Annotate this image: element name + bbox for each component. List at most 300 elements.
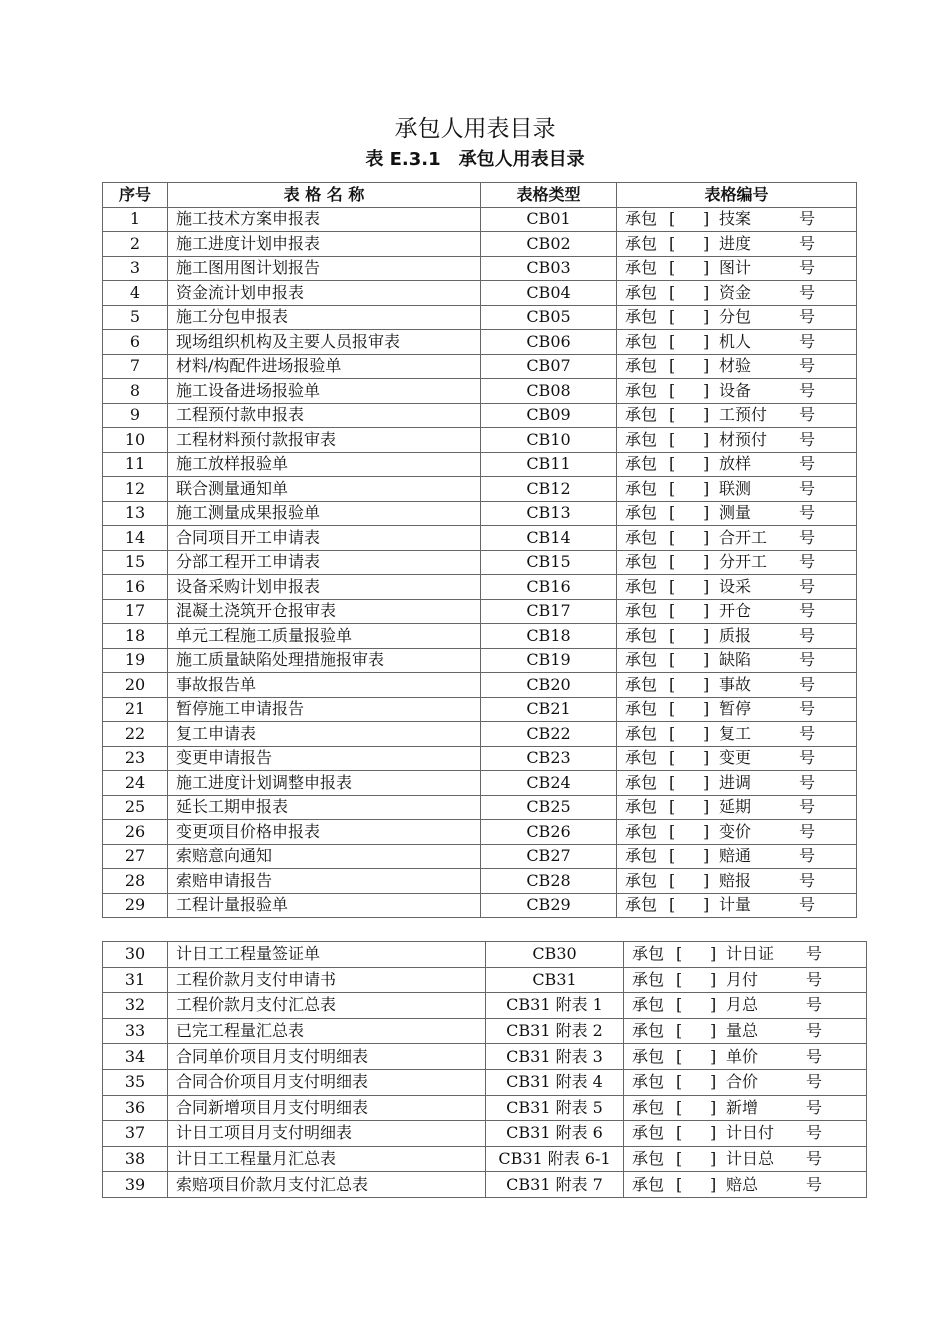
code-abbreviation: 单价: [726, 1046, 759, 1066]
bracket-open: [: [669, 209, 676, 229]
code-prefix: 承包: [632, 944, 665, 964]
code-suffix: 号: [799, 797, 816, 817]
code-abbreviation: 计日证: [726, 944, 775, 964]
row-serial: 22: [103, 722, 168, 747]
row-form-code: [617, 673, 857, 698]
table-row: [103, 697, 857, 722]
row-form-name: 施工技术方案申报表: [168, 207, 481, 232]
code-prefix: 承包: [632, 969, 665, 989]
row-serial: 14: [103, 526, 168, 551]
bracket-open: [: [669, 895, 676, 915]
code-suffix: 号: [799, 699, 816, 719]
code-abbreviation: 计量: [719, 895, 752, 915]
row-form-code: [624, 1069, 867, 1095]
bracket-close: ]: [710, 969, 717, 989]
row-form-type: CB31 附表 4: [486, 1069, 624, 1095]
row-serial: 20: [103, 673, 168, 698]
code-prefix: 承包: [632, 1174, 665, 1194]
code-prefix: 承包: [625, 797, 658, 817]
table-row: [103, 869, 857, 894]
code-suffix: 号: [799, 870, 816, 890]
code-suffix: 号: [799, 748, 816, 768]
table-row: [103, 1146, 867, 1172]
code-suffix: 号: [806, 1123, 823, 1143]
row-serial: 10: [103, 428, 168, 453]
code-abbreviation: 分开工: [719, 552, 768, 572]
bracket-open: [: [676, 944, 683, 964]
bracket-close: ]: [710, 1046, 717, 1066]
bracket-close: ]: [703, 503, 710, 523]
row-form-name: 工程计量报验单: [168, 893, 481, 918]
row-form-type: CB06: [481, 330, 617, 355]
bracket-open: [: [669, 503, 676, 523]
row-form-code: [617, 624, 857, 649]
row-serial: 23: [103, 746, 168, 771]
code-suffix: 号: [799, 478, 816, 498]
row-form-code: [624, 942, 867, 968]
row-serial: 8: [103, 379, 168, 404]
code-prefix: 承包: [625, 772, 658, 792]
row-form-name: 计日工工程量签证单: [168, 942, 486, 968]
row-form-type: CB25: [481, 795, 617, 820]
row-form-type: CB19: [481, 648, 617, 673]
bracket-open: [: [669, 454, 676, 474]
table-row: [103, 673, 857, 698]
bracket-open: [: [669, 356, 676, 376]
table-row: [103, 624, 857, 649]
row-form-code: [624, 1044, 867, 1070]
row-serial: 4: [103, 281, 168, 306]
bracket-open: [: [669, 258, 676, 278]
row-form-code: [617, 746, 857, 771]
row-form-type: CB02: [481, 232, 617, 257]
bracket-close: ]: [703, 307, 710, 327]
bracket-close: ]: [703, 576, 710, 596]
code-prefix: 承包: [625, 258, 658, 278]
code-abbreviation: 质报: [719, 625, 752, 645]
row-form-type: CB01: [481, 207, 617, 232]
code-prefix: 承包: [625, 601, 658, 621]
code-prefix: 承包: [625, 233, 658, 253]
code-abbreviation: 新增: [726, 1097, 759, 1117]
row-serial: 30: [103, 942, 168, 968]
row-form-type: CB31 附表 6: [486, 1121, 624, 1147]
code-prefix: 承包: [625, 380, 658, 400]
table-row: [103, 428, 857, 453]
bracket-open: [: [669, 650, 676, 670]
row-form-type: CB23: [481, 746, 617, 771]
row-form-code: [617, 697, 857, 722]
code-abbreviation: 合价: [726, 1072, 759, 1092]
bracket-close: ]: [703, 552, 710, 572]
row-form-name: 设备采购计划申报表: [168, 575, 481, 600]
code-abbreviation: 赔报: [719, 870, 752, 890]
row-form-code: [617, 722, 857, 747]
row-serial: 31: [103, 967, 168, 993]
bracket-close: ]: [703, 674, 710, 694]
code-abbreviation: 设采: [719, 576, 752, 596]
row-form-code: [617, 403, 857, 428]
bracket-open: [: [676, 1174, 683, 1194]
row-form-name: 施工进度计划调整申报表: [168, 771, 481, 796]
code-abbreviation: 放样: [719, 454, 752, 474]
row-form-code: [617, 795, 857, 820]
table-row: [103, 993, 867, 1019]
row-form-type: CB16: [481, 575, 617, 600]
row-form-type: CB04: [481, 281, 617, 306]
code-suffix: 号: [806, 1149, 823, 1169]
bracket-open: [: [669, 748, 676, 768]
table-row: [103, 550, 857, 575]
row-form-name: 施工放样报验单: [168, 452, 481, 477]
row-form-type: CB27: [481, 844, 617, 869]
row-form-type: CB31 附表 2: [486, 1018, 624, 1044]
row-serial: 9: [103, 403, 168, 428]
row-serial: 37: [103, 1121, 168, 1147]
code-abbreviation: 合开工: [719, 527, 768, 547]
row-form-name: 事故报告单: [168, 673, 481, 698]
code-abbreviation: 材预付: [719, 429, 768, 449]
bracket-close: ]: [703, 209, 710, 229]
code-prefix: 承包: [625, 405, 658, 425]
row-form-type: CB30: [486, 942, 624, 968]
bracket-open: [: [669, 821, 676, 841]
code-prefix: 承包: [625, 846, 658, 866]
code-prefix: 承包: [632, 1149, 665, 1169]
table-caption: 表 E.3.1 承包人用表目录: [365, 149, 585, 170]
row-serial: 33: [103, 1018, 168, 1044]
code-suffix: 号: [799, 429, 816, 449]
code-abbreviation: 月总: [726, 995, 759, 1015]
code-prefix: 承包: [625, 821, 658, 841]
table-row: [103, 1095, 867, 1121]
row-serial: 24: [103, 771, 168, 796]
code-abbreviation: 赔总: [726, 1174, 759, 1194]
form-catalog-table: [102, 182, 857, 918]
code-abbreviation: 测量: [719, 503, 752, 523]
code-prefix: 承包: [632, 1021, 665, 1041]
bracket-open: [: [669, 233, 676, 253]
row-form-name: 计日工项目月支付明细表: [168, 1121, 486, 1147]
bracket-close: ]: [703, 797, 710, 817]
code-abbreviation: 开仓: [719, 601, 752, 621]
code-suffix: 号: [806, 969, 823, 989]
row-form-code: [617, 820, 857, 845]
code-prefix: 承包: [625, 895, 658, 915]
row-form-code: [617, 256, 857, 281]
code-abbreviation: 事故: [719, 674, 752, 694]
bracket-close: ]: [710, 1097, 717, 1117]
code-abbreviation: 月付: [726, 969, 759, 989]
table-row: [103, 795, 857, 820]
row-form-name: 索赔申请报告: [168, 869, 481, 894]
bracket-close: ]: [703, 380, 710, 400]
table-row: [103, 893, 857, 918]
code-prefix: 承包: [625, 723, 658, 743]
row-form-type: CB15: [481, 550, 617, 575]
table-row: [103, 599, 857, 624]
table-row: [103, 256, 857, 281]
row-serial: 15: [103, 550, 168, 575]
row-form-name: 联合测量通知单: [168, 477, 481, 502]
header-form-code: 表格编号: [617, 183, 857, 208]
row-serial: 17: [103, 599, 168, 624]
row-form-type: CB14: [481, 526, 617, 551]
table-row: [103, 722, 857, 747]
bracket-close: ]: [703, 601, 710, 621]
row-serial: 32: [103, 993, 168, 1019]
code-prefix: 承包: [625, 454, 658, 474]
table-row: [103, 403, 857, 428]
row-form-type: CB29: [481, 893, 617, 918]
code-abbreviation: 变价: [719, 821, 752, 841]
code-suffix: 号: [806, 1174, 823, 1194]
table-row: [103, 207, 857, 232]
row-form-name: 索赔意向通知: [168, 844, 481, 869]
row-form-type: CB31: [486, 967, 624, 993]
row-form-code: [617, 281, 857, 306]
row-form-name: 延长工期申报表: [168, 795, 481, 820]
bracket-open: [: [669, 772, 676, 792]
row-form-code: [617, 771, 857, 796]
code-prefix: 承包: [625, 282, 658, 302]
code-suffix: 号: [799, 282, 816, 302]
bracket-close: ]: [703, 821, 710, 841]
row-form-name: 复工申请表: [168, 722, 481, 747]
row-form-type: CB31 附表 6-1: [486, 1146, 624, 1172]
code-suffix: 号: [799, 674, 816, 694]
code-abbreviation: 延期: [719, 797, 752, 817]
row-form-code: [624, 1121, 867, 1147]
code-abbreviation: 赔通: [719, 846, 752, 866]
row-form-code: [624, 1172, 867, 1198]
row-serial: 36: [103, 1095, 168, 1121]
bracket-open: [: [669, 699, 676, 719]
code-abbreviation: 设备: [719, 380, 752, 400]
row-form-name: 施工进度计划申报表: [168, 232, 481, 257]
row-form-name: 施工设备进场报验单: [168, 379, 481, 404]
code-suffix: 号: [799, 650, 816, 670]
row-form-name: 计日工工程量月汇总表: [168, 1146, 486, 1172]
row-serial: 1: [103, 207, 168, 232]
row-form-code: [617, 354, 857, 379]
code-abbreviation: 计日付: [726, 1123, 775, 1143]
row-form-name: 单元工程施工质量报验单: [168, 624, 481, 649]
bracket-close: ]: [703, 699, 710, 719]
row-form-name: 施工测量成果报验单: [168, 501, 481, 526]
row-form-code: [617, 869, 857, 894]
code-prefix: 承包: [625, 356, 658, 376]
header-form-name: 表 格 名 称: [168, 183, 481, 208]
bracket-close: ]: [703, 723, 710, 743]
code-abbreviation: 机人: [719, 331, 752, 351]
code-abbreviation: 进调: [719, 772, 752, 792]
code-prefix: 承包: [625, 576, 658, 596]
table-row: [103, 232, 857, 257]
bracket-close: ]: [710, 944, 717, 964]
table-row: [103, 330, 857, 355]
code-prefix: 承包: [632, 1072, 665, 1092]
bracket-open: [: [669, 870, 676, 890]
table-row: [103, 1121, 867, 1147]
code-suffix: 号: [799, 356, 816, 376]
row-form-code: [617, 501, 857, 526]
table-row: [103, 526, 857, 551]
table-row: [103, 501, 857, 526]
table-row: [103, 844, 857, 869]
row-form-type: CB31 附表 5: [486, 1095, 624, 1121]
code-suffix: 号: [799, 552, 816, 572]
row-form-code: [617, 207, 857, 232]
bracket-close: ]: [703, 527, 710, 547]
table-row: [103, 1018, 867, 1044]
bracket-open: [: [669, 723, 676, 743]
code-abbreviation: 技案: [719, 209, 752, 229]
row-form-code: [617, 330, 857, 355]
bracket-open: [: [676, 995, 683, 1015]
row-serial: 29: [103, 893, 168, 918]
bracket-close: ]: [703, 846, 710, 866]
bracket-close: ]: [703, 356, 710, 376]
code-prefix: 承包: [632, 1046, 665, 1066]
code-prefix: 承包: [625, 552, 658, 572]
row-serial: 19: [103, 648, 168, 673]
bracket-close: ]: [710, 1021, 717, 1041]
bracket-close: ]: [703, 772, 710, 792]
bracket-close: ]: [703, 870, 710, 890]
row-form-name: 暂停施工申请报告: [168, 697, 481, 722]
row-form-code: [617, 575, 857, 600]
code-suffix: 号: [806, 995, 823, 1015]
bracket-close: ]: [703, 895, 710, 915]
row-form-name: 合同项目开工申请表: [168, 526, 481, 551]
row-serial: 34: [103, 1044, 168, 1070]
table-row: [103, 771, 857, 796]
row-form-type: CB12: [481, 477, 617, 502]
bracket-open: [: [669, 552, 676, 572]
bracket-open: [: [669, 282, 676, 302]
row-serial: 3: [103, 256, 168, 281]
code-prefix: 承包: [632, 1097, 665, 1117]
table-row: [103, 1044, 867, 1070]
row-form-name: 资金流计划申报表: [168, 281, 481, 306]
code-prefix: 承包: [625, 625, 658, 645]
code-prefix: 承包: [625, 748, 658, 768]
row-serial: 11: [103, 452, 168, 477]
form-catalog-table-continued: [102, 941, 867, 1198]
code-prefix: 承包: [625, 331, 658, 351]
bracket-open: [: [669, 576, 676, 596]
code-suffix: 号: [799, 895, 816, 915]
row-form-name: 变更项目价格申报表: [168, 820, 481, 845]
row-serial: 13: [103, 501, 168, 526]
row-serial: 12: [103, 477, 168, 502]
table-row: [103, 967, 867, 993]
row-serial: 6: [103, 330, 168, 355]
row-form-code: [617, 452, 857, 477]
code-suffix: 号: [799, 821, 816, 841]
code-prefix: 承包: [625, 209, 658, 229]
row-form-type: CB22: [481, 722, 617, 747]
table-row: [103, 820, 857, 845]
table-row: [103, 575, 857, 600]
row-form-code: [617, 844, 857, 869]
row-form-type: CB26: [481, 820, 617, 845]
row-form-code: [624, 967, 867, 993]
code-suffix: 号: [799, 405, 816, 425]
row-form-code: [624, 993, 867, 1019]
bracket-close: ]: [710, 1174, 717, 1194]
bracket-open: [: [669, 478, 676, 498]
bracket-close: ]: [710, 1072, 717, 1092]
bracket-close: ]: [710, 1149, 717, 1169]
bracket-close: ]: [703, 625, 710, 645]
row-form-name: 合同新增项目月支付明细表: [168, 1095, 486, 1121]
table-row: [103, 942, 867, 968]
row-serial: 2: [103, 232, 168, 257]
code-abbreviation: 变更: [719, 748, 752, 768]
table-row: [103, 477, 857, 502]
row-form-name: 索赔项目价款月支付汇总表: [168, 1172, 486, 1198]
code-prefix: 承包: [625, 429, 658, 449]
code-suffix: 号: [799, 601, 816, 621]
row-serial: 27: [103, 844, 168, 869]
bracket-open: [: [676, 969, 683, 989]
row-serial: 25: [103, 795, 168, 820]
bracket-open: [: [669, 331, 676, 351]
bracket-open: [: [669, 380, 676, 400]
code-abbreviation: 工预付: [719, 405, 768, 425]
code-abbreviation: 进度: [719, 233, 752, 253]
bracket-open: [: [669, 846, 676, 866]
row-form-type: CB31 附表 7: [486, 1172, 624, 1198]
row-serial: 26: [103, 820, 168, 845]
bracket-close: ]: [703, 748, 710, 768]
table-row: [103, 305, 857, 330]
row-form-type: CB20: [481, 673, 617, 698]
row-serial: 38: [103, 1146, 168, 1172]
row-serial: 5: [103, 305, 168, 330]
row-form-code: [617, 477, 857, 502]
code-abbreviation: 量总: [726, 1021, 759, 1041]
row-serial: 7: [103, 354, 168, 379]
row-serial: 21: [103, 697, 168, 722]
row-form-code: [617, 232, 857, 257]
bracket-close: ]: [703, 405, 710, 425]
code-prefix: 承包: [632, 1123, 665, 1143]
code-abbreviation: 图计: [719, 258, 752, 278]
code-prefix: 承包: [625, 503, 658, 523]
row-form-type: CB09: [481, 403, 617, 428]
code-abbreviation: 分包: [719, 307, 752, 327]
row-form-type: CB08: [481, 379, 617, 404]
bracket-close: ]: [710, 995, 717, 1015]
code-suffix: 号: [799, 380, 816, 400]
code-prefix: 承包: [625, 478, 658, 498]
row-form-name: 施工图用图计划报告: [168, 256, 481, 281]
row-form-code: [624, 1018, 867, 1044]
row-serial: 16: [103, 575, 168, 600]
code-prefix: 承包: [625, 650, 658, 670]
code-suffix: 号: [799, 846, 816, 866]
code-abbreviation: 材验: [719, 356, 752, 376]
bracket-open: [: [669, 527, 676, 547]
bracket-open: [: [676, 1097, 683, 1117]
bracket-open: [: [669, 429, 676, 449]
row-form-name: 已完工程量汇总表: [168, 1018, 486, 1044]
bracket-open: [: [676, 1072, 683, 1092]
code-suffix: 号: [799, 625, 816, 645]
